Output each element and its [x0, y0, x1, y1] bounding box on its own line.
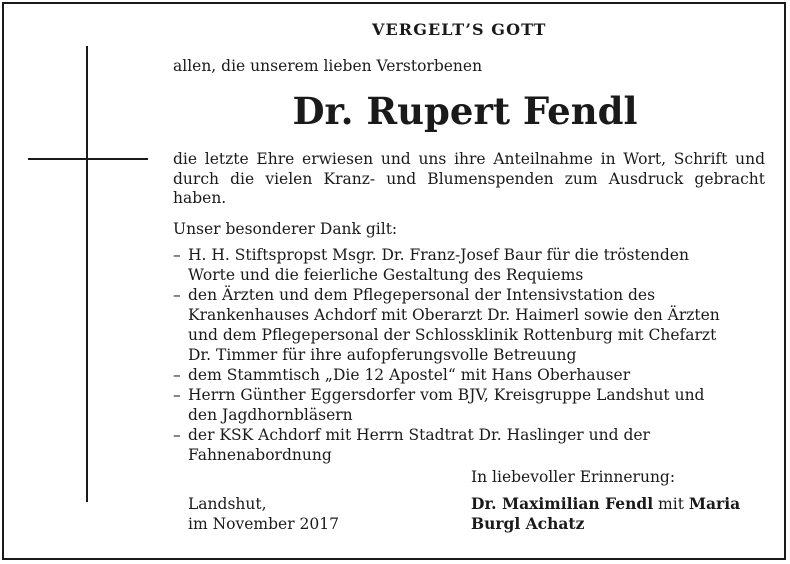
list-dash: – [173, 426, 181, 444]
list-item-line: H. H. Stiftspropst Msgr. Dr. Franz-Josef Baur für die tröstenden [188, 246, 689, 264]
notice-heading: VERGELT’S GOTT [372, 20, 547, 39]
list-item-line: Herrn Günther Eggersdorfer vom BJV, Kreisgruppe Landshut und [188, 386, 705, 404]
signer-name-2-part2: Burgl Achatz [471, 514, 585, 533]
memory-line: In liebevoller Erinnerung: [471, 468, 676, 486]
thanks-list [173, 245, 773, 465]
list-item [173, 245, 773, 285]
list-item-line: dem Stammtisch „Die 12 Apostel“ mit Hans Oberhauser [188, 366, 631, 384]
list-item-line: den Ärzten und dem Pflegepersonal der Intensivstation des [188, 286, 656, 304]
list-item-line: den Jagdhornbläsern [188, 406, 353, 424]
list-item [173, 365, 773, 385]
place-city: Landshut, [188, 495, 267, 513]
deceased-name: Dr. Rupert Fendl [292, 89, 638, 133]
signer-name-1: Dr. Maximilian Fendl [471, 494, 654, 513]
list-dash: – [173, 386, 181, 404]
place-date [188, 494, 339, 534]
list-item [173, 285, 773, 365]
list-item-line: und dem Pflegepersonal der Schlossklinik Rottenburg mit Chefarzt [188, 326, 717, 344]
signer-connector: mit [653, 495, 689, 513]
list-dash: – [173, 286, 181, 304]
signers [471, 494, 740, 534]
cross-symbol-horizontal [28, 158, 148, 160]
list-item [173, 385, 773, 425]
list-dash: – [173, 246, 181, 264]
list-item-line: Krankenhauses Achdorf mit Oberarzt Dr. Haimerl sowie den Ärzten [188, 306, 720, 324]
thanks-heading: Unser besonderer Dank gilt: [173, 220, 398, 238]
list-item-line: Worte und die feierliche Gestaltung des Requiems [188, 266, 584, 284]
intro-line: allen, die unserem lieben Verstorbenen [173, 57, 483, 75]
list-item [173, 425, 773, 465]
list-item-line: der KSK Achdorf mit Herrn Stadtrat Dr. Haslinger und der [188, 426, 650, 444]
list-item-line: Dr. Timmer für ihre aufopferungsvolle Betreuung [188, 346, 577, 364]
thanks-paragraph: die letzte Ehre erwiesen und uns ihre Anteilnahme in Wort, Schrift und durch die vielen Kranz- und Blumenspenden zum Ausdruck gebracht haben. [173, 150, 765, 207]
list-item-line: Fahnenabordnung [188, 446, 332, 464]
place-month: im November 2017 [188, 515, 339, 533]
list-dash: – [173, 366, 181, 384]
signers-line-1 [471, 494, 740, 514]
signer-name-2-part1: Maria [688, 494, 741, 513]
